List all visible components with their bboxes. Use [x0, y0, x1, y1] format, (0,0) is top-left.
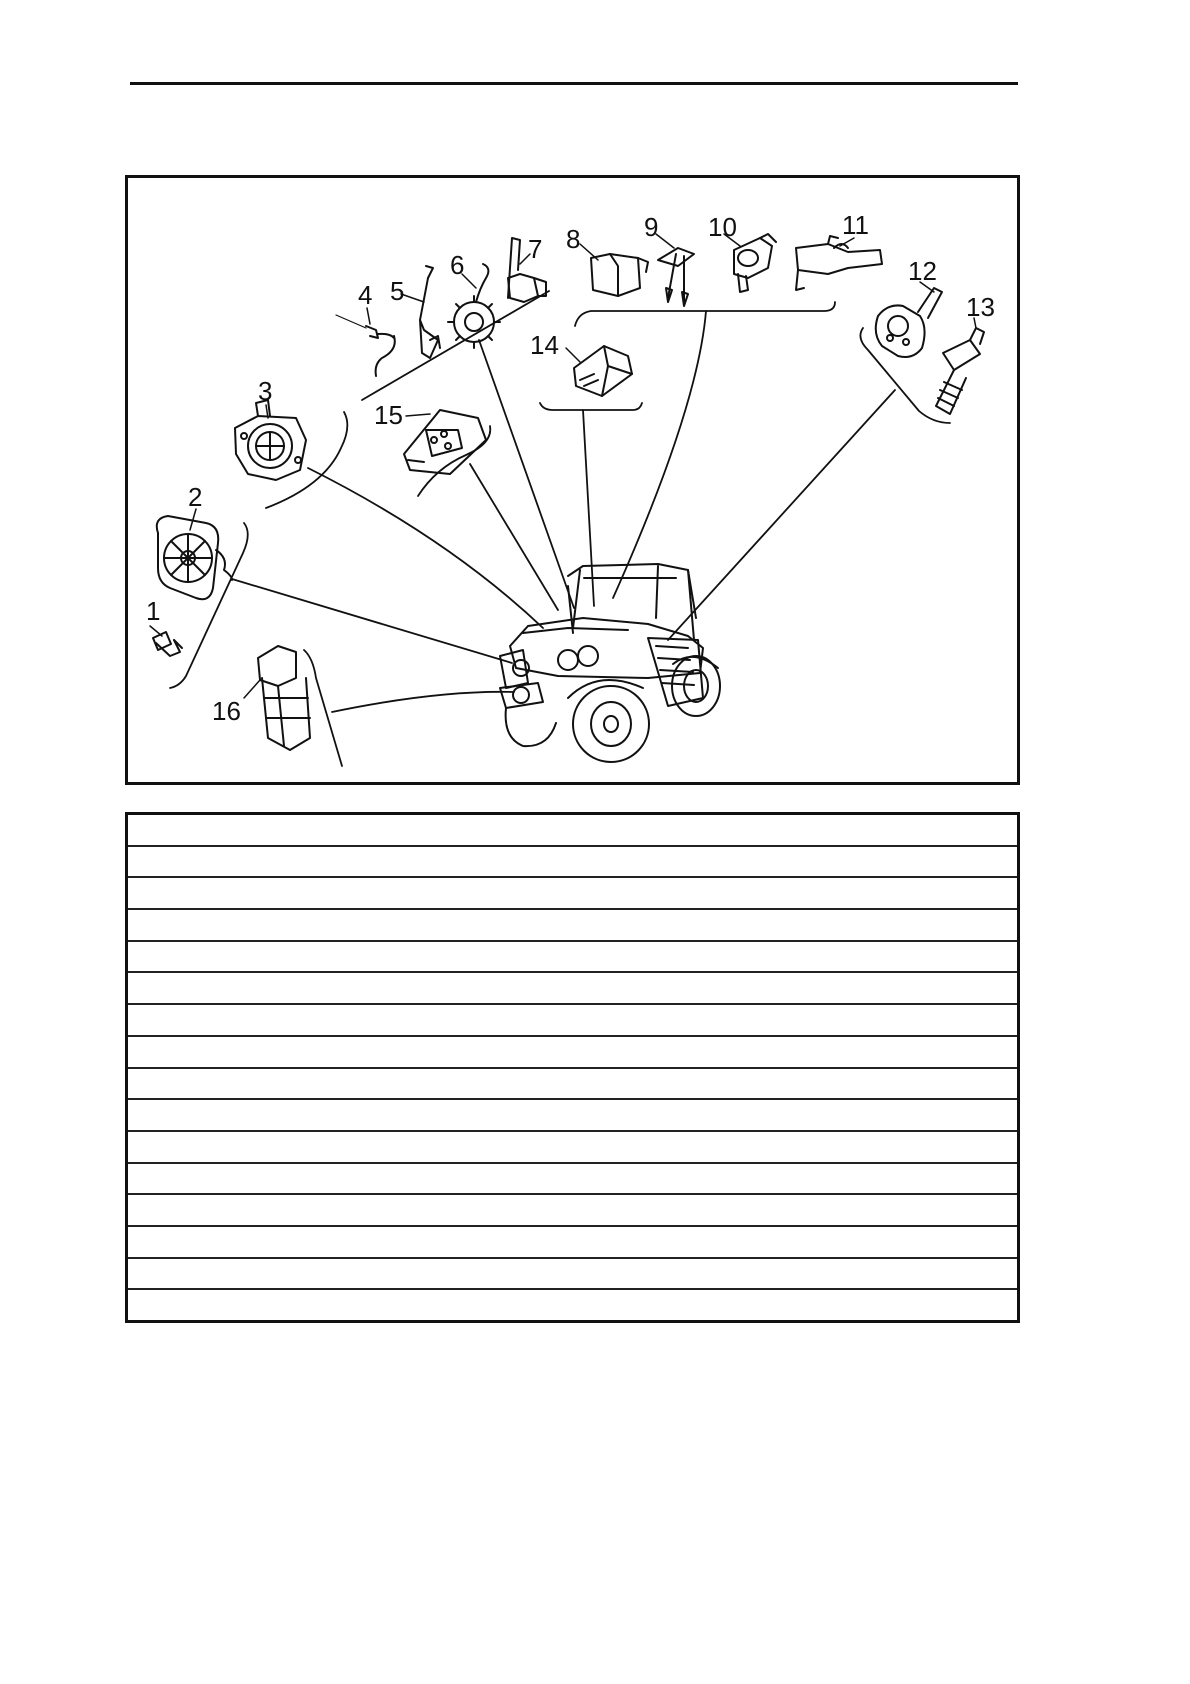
part-10-sender-unit: [734, 234, 776, 292]
table-cell: [127, 972, 1019, 1004]
callout-9: 9: [644, 212, 659, 242]
part-11-bracket-module: [796, 236, 882, 290]
table-row: [127, 972, 1019, 1004]
table-row: [127, 1068, 1019, 1100]
table-cell: [127, 1194, 1019, 1226]
part-1-sensor-fitting: [153, 632, 182, 656]
callout-3: 3: [258, 376, 273, 406]
part-2-cooling-fan: [157, 516, 232, 599]
table-cell: [127, 909, 1019, 941]
table-row: [127, 1194, 1019, 1226]
header-rule: [130, 82, 1018, 85]
table-row: [127, 846, 1019, 878]
diagram-svg: [128, 178, 1017, 782]
table-cell: [127, 941, 1019, 973]
part-14-ecu: [574, 346, 632, 396]
callout-15: 15: [374, 400, 403, 430]
part-15-regulator: [404, 410, 486, 474]
table-row: [127, 1163, 1019, 1195]
component-location-diagram: [125, 175, 1020, 785]
utv-vehicle-illustration: [500, 564, 720, 762]
table-row: [127, 909, 1019, 941]
callout-2: 2: [188, 482, 203, 512]
callout-4: 4: [358, 280, 373, 310]
table-row: [127, 941, 1019, 973]
callout-16: 16: [212, 696, 241, 726]
table-cell: [127, 1036, 1019, 1068]
callout-13: 13: [966, 292, 995, 322]
part-8-relay: [591, 254, 648, 296]
part-5-switch: [420, 266, 440, 358]
callout-11: 11: [842, 210, 869, 240]
part-4-sensor: [336, 315, 395, 376]
table-row: [127, 1258, 1019, 1290]
table-row: [127, 814, 1019, 846]
table-cell: [127, 1289, 1019, 1321]
table-row: [127, 877, 1019, 909]
group-brackets: [170, 291, 950, 766]
table-cell: [127, 1163, 1019, 1195]
callout-14: 14: [530, 330, 559, 360]
callout-1: 1: [146, 596, 161, 626]
table-cell: [127, 1004, 1019, 1036]
table-row: [127, 1289, 1019, 1321]
table-row: [127, 1036, 1019, 1068]
table-row: [127, 1226, 1019, 1258]
table-cell: [127, 1258, 1019, 1290]
part-9-harness: [658, 248, 694, 306]
part-13-temperature-sensor: [936, 328, 984, 414]
callout-6: 6: [450, 250, 465, 280]
callout-5: 5: [390, 276, 405, 306]
table-cell: [127, 846, 1019, 878]
callout-7: 7: [528, 234, 543, 264]
table-cell: [127, 877, 1019, 909]
table-row: [127, 1004, 1019, 1036]
parts-table: [125, 812, 1020, 1323]
part-12-seal-unit: [876, 288, 942, 357]
table-cell: [127, 814, 1019, 846]
callout-8: 8: [566, 224, 581, 254]
callout-12: 12: [908, 256, 937, 286]
table-cell: [127, 1226, 1019, 1258]
table-cell: [127, 1099, 1019, 1131]
table-row: [127, 1131, 1019, 1163]
part-16-contactor: [258, 646, 310, 750]
table-cell: [127, 1131, 1019, 1163]
callout-10: 10: [708, 212, 737, 242]
table-row: [127, 1099, 1019, 1131]
part-3-throttle-body: [235, 400, 306, 480]
table-cell: [127, 1068, 1019, 1100]
